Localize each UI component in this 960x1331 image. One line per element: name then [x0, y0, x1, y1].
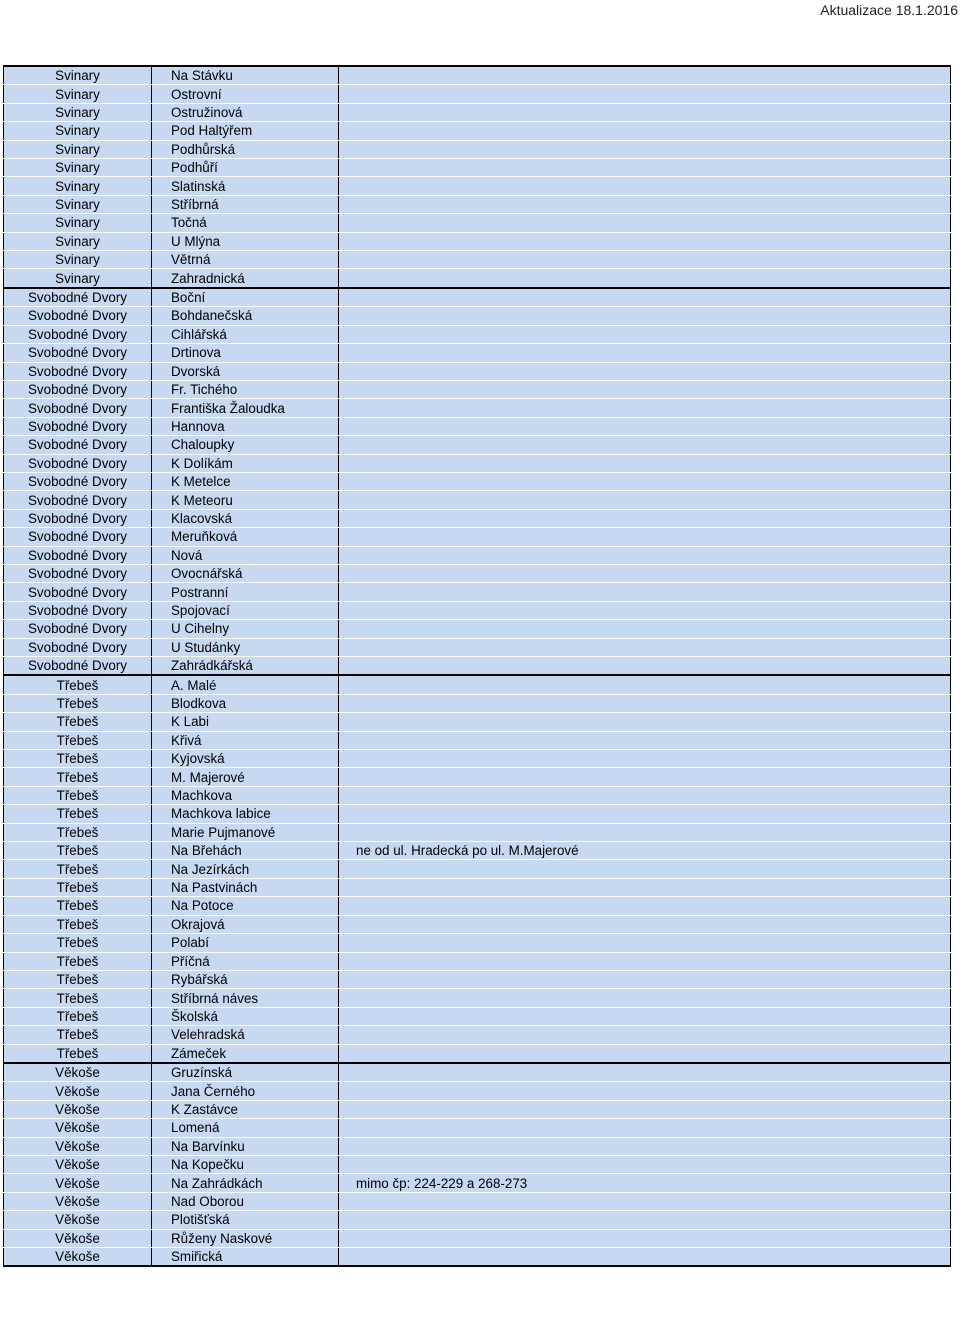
town-cell: Svobodné Dvory	[4, 362, 152, 380]
table-row	[4, 842, 951, 860]
street-cell: M. Majerové	[152, 768, 339, 786]
note-cell	[339, 251, 951, 269]
table-row	[4, 675, 951, 694]
street-cell: Bohdanečská	[152, 307, 339, 325]
town-cell: Svobodné Dvory	[4, 380, 152, 398]
note-cell	[339, 417, 951, 435]
note-cell	[339, 823, 951, 841]
town-cell: Svobodné Dvory	[4, 417, 152, 435]
note-cell	[339, 731, 951, 749]
town-cell: Svinary	[4, 140, 152, 158]
note-cell	[339, 528, 951, 546]
town-cell: Třebeš	[4, 842, 152, 860]
note-cell	[339, 638, 951, 656]
note-cell	[339, 897, 951, 915]
table-row	[4, 159, 951, 177]
town-cell: Věkoše	[4, 1211, 152, 1229]
table-row	[4, 325, 951, 343]
note-cell	[339, 214, 951, 232]
town-cell: Svobodné Dvory	[4, 528, 152, 546]
town-cell: Svobodné Dvory	[4, 564, 152, 582]
street-cell: Podhůrská	[152, 140, 339, 158]
street-cell: A. Malé	[152, 675, 339, 694]
street-cell: Školská	[152, 1007, 339, 1025]
table-row	[4, 1082, 951, 1100]
street-cell: Stříbrná náves	[152, 989, 339, 1007]
note-cell	[339, 860, 951, 878]
note-cell	[339, 786, 951, 804]
street-cell: Zahrádkářská	[152, 657, 339, 676]
table-row	[4, 66, 951, 85]
town-cell: Svobodné Dvory	[4, 454, 152, 472]
table-row	[4, 1137, 951, 1155]
note-cell	[339, 1100, 951, 1118]
town-cell: Svinary	[4, 232, 152, 250]
table-row	[4, 1100, 951, 1118]
town-cell: Svobodné Dvory	[4, 546, 152, 564]
street-cell: U Mlýna	[152, 232, 339, 250]
note-cell	[339, 546, 951, 564]
table-row	[4, 251, 951, 269]
town-cell: Věkoše	[4, 1063, 152, 1082]
table-row	[4, 878, 951, 896]
table-row	[4, 546, 951, 564]
note-cell	[339, 657, 951, 676]
table-row	[4, 1063, 951, 1082]
table-row	[4, 528, 951, 546]
note-cell	[339, 399, 951, 417]
town-cell: Třebeš	[4, 1026, 152, 1044]
table-row	[4, 195, 951, 213]
town-cell: Svobodné Dvory	[4, 601, 152, 619]
table-row	[4, 362, 951, 380]
note-cell	[339, 1007, 951, 1025]
note-cell	[339, 122, 951, 140]
street-cell: Nad Oborou	[152, 1192, 339, 1210]
table-row	[4, 601, 951, 619]
table-row	[4, 694, 951, 712]
town-cell: Třebeš	[4, 713, 152, 731]
note-cell: ne od ul. Hradecká po ul. M.Majerové	[339, 842, 951, 860]
street-cell: K Metelce	[152, 472, 339, 490]
table-row	[4, 85, 951, 103]
town-cell: Svinary	[4, 251, 152, 269]
town-cell: Třebeš	[4, 750, 152, 768]
town-cell: Svobodné Dvory	[4, 288, 152, 307]
note-cell	[339, 750, 951, 768]
table-row	[4, 620, 951, 638]
town-cell: Třebeš	[4, 878, 152, 896]
town-cell: Třebeš	[4, 860, 152, 878]
town-cell: Svinary	[4, 85, 152, 103]
street-cell: U Studánky	[152, 638, 339, 656]
table-row	[4, 491, 951, 509]
town-cell: Svobodné Dvory	[4, 307, 152, 325]
note-cell	[339, 620, 951, 638]
note-cell	[339, 344, 951, 362]
table-body	[4, 66, 951, 1266]
street-cell: Spojovací	[152, 601, 339, 619]
town-cell: Věkoše	[4, 1229, 152, 1247]
town-cell: Třebeš	[4, 675, 152, 694]
table-row	[4, 103, 951, 121]
table-row	[4, 583, 951, 601]
table-row	[4, 232, 951, 250]
town-cell: Svobodné Dvory	[4, 620, 152, 638]
street-cell: K Dolíkám	[152, 454, 339, 472]
town-cell: Věkoše	[4, 1155, 152, 1173]
note-cell	[339, 1211, 951, 1229]
street-cell: K Labi	[152, 713, 339, 731]
street-cell: Na Jezírkách	[152, 860, 339, 878]
note-cell	[339, 1063, 951, 1082]
table-row	[4, 750, 951, 768]
note-cell	[339, 362, 951, 380]
table-row	[4, 1211, 951, 1229]
note-cell	[339, 491, 951, 509]
town-cell: Třebeš	[4, 952, 152, 970]
table-row	[4, 1248, 951, 1267]
table-row	[4, 564, 951, 582]
note-cell	[339, 1044, 951, 1063]
street-cell: Františka Žaloudka	[152, 399, 339, 417]
town-cell: Svinary	[4, 66, 152, 85]
street-cell: Fr. Tichého	[152, 380, 339, 398]
note-cell	[339, 325, 951, 343]
street-cell: Na Zahrádkách	[152, 1174, 339, 1192]
note-cell	[339, 85, 951, 103]
note-cell	[339, 509, 951, 527]
town-cell: Svobodné Dvory	[4, 325, 152, 343]
town-cell: Třebeš	[4, 694, 152, 712]
table-row	[4, 1229, 951, 1247]
town-cell: Svinary	[4, 195, 152, 213]
town-cell: Třebeš	[4, 786, 152, 804]
note-cell	[339, 805, 951, 823]
street-cell: Ostružinová	[152, 103, 339, 121]
table-row	[4, 417, 951, 435]
note-cell	[339, 472, 951, 490]
table-row	[4, 657, 951, 676]
street-cell: Chaloupky	[152, 436, 339, 454]
table-row	[4, 1192, 951, 1210]
table-row	[4, 269, 951, 288]
town-cell: Třebeš	[4, 897, 152, 915]
town-cell: Svobodné Dvory	[4, 344, 152, 362]
town-cell: Svobodné Dvory	[4, 491, 152, 509]
note-cell	[339, 159, 951, 177]
town-cell: Třebeš	[4, 934, 152, 952]
street-cell: Slatinská	[152, 177, 339, 195]
note-cell	[339, 103, 951, 121]
note-cell	[339, 454, 951, 472]
note-cell	[339, 436, 951, 454]
town-cell: Třebeš	[4, 823, 152, 841]
table-row	[4, 952, 951, 970]
note-cell	[339, 307, 951, 325]
street-cell: Růženy Naskové	[152, 1229, 339, 1247]
street-cell: Okrajová	[152, 915, 339, 933]
note-cell	[339, 675, 951, 694]
street-cell: Větrná	[152, 251, 339, 269]
table-row	[4, 768, 951, 786]
table-row	[4, 472, 951, 490]
street-cell: Na Stávku	[152, 66, 339, 85]
note-cell	[339, 269, 951, 288]
note-cell	[339, 1155, 951, 1173]
street-cell: Machkova	[152, 786, 339, 804]
town-cell: Třebeš	[4, 915, 152, 933]
table-row	[4, 823, 951, 841]
note-cell	[339, 1192, 951, 1210]
town-cell: Svinary	[4, 269, 152, 288]
town-cell: Svinary	[4, 214, 152, 232]
town-cell: Svinary	[4, 159, 152, 177]
table-row	[4, 177, 951, 195]
table-row	[4, 344, 951, 362]
street-cell: K Meteoru	[152, 491, 339, 509]
table-row	[4, 1155, 951, 1173]
street-cell: Pod Haltýřem	[152, 122, 339, 140]
street-cell: Plotišťská	[152, 1211, 339, 1229]
note-cell	[339, 288, 951, 307]
note-cell	[339, 989, 951, 1007]
table-row	[4, 380, 951, 398]
town-cell: Třebeš	[4, 1007, 152, 1025]
note-cell	[339, 564, 951, 582]
table-row	[4, 1174, 951, 1192]
town-cell: Svobodné Dvory	[4, 509, 152, 527]
note-cell	[339, 713, 951, 731]
street-cell: Na Barvínku	[152, 1137, 339, 1155]
table-row	[4, 638, 951, 656]
town-cell: Věkoše	[4, 1192, 152, 1210]
street-cell: Drtinova	[152, 344, 339, 362]
street-cell: Cihlářská	[152, 325, 339, 343]
note-cell	[339, 1119, 951, 1137]
table-row	[4, 731, 951, 749]
town-cell: Věkoše	[4, 1119, 152, 1137]
note-cell	[339, 1026, 951, 1044]
street-cell: Gruzínská	[152, 1063, 339, 1082]
note-cell	[339, 915, 951, 933]
street-cell: Klacovská	[152, 509, 339, 527]
town-cell: Třebeš	[4, 970, 152, 988]
table-row	[4, 934, 951, 952]
street-cell: Machkova labice	[152, 805, 339, 823]
town-cell: Věkoše	[4, 1248, 152, 1267]
town-cell: Svobodné Dvory	[4, 583, 152, 601]
street-cell: Stříbrná	[152, 195, 339, 213]
table-row	[4, 805, 951, 823]
town-cell: Svobodné Dvory	[4, 638, 152, 656]
note-cell	[339, 232, 951, 250]
street-cell: Ostrovní	[152, 85, 339, 103]
street-cell: Meruňková	[152, 528, 339, 546]
table-row	[4, 897, 951, 915]
street-cell: K Zastávce	[152, 1100, 339, 1118]
table-row	[4, 214, 951, 232]
town-cell: Věkoše	[4, 1100, 152, 1118]
note-cell	[339, 1248, 951, 1267]
street-cell: Rybářská	[152, 970, 339, 988]
town-cell: Třebeš	[4, 1044, 152, 1063]
town-cell: Svobodné Dvory	[4, 472, 152, 490]
town-cell: Třebeš	[4, 731, 152, 749]
table-row	[4, 970, 951, 988]
town-cell: Svinary	[4, 177, 152, 195]
street-cell: Na Potoce	[152, 897, 339, 915]
note-cell	[339, 1082, 951, 1100]
table-row	[4, 307, 951, 325]
street-cell: Dvorská	[152, 362, 339, 380]
table-row	[4, 1044, 951, 1063]
note-cell	[339, 177, 951, 195]
street-cell: Na Břehách	[152, 842, 339, 860]
table-row	[4, 288, 951, 307]
street-cell: Na Pastvinách	[152, 878, 339, 896]
table-row	[4, 436, 951, 454]
table-row	[4, 1026, 951, 1044]
town-cell: Svinary	[4, 122, 152, 140]
note-cell	[339, 1229, 951, 1247]
table-row	[4, 713, 951, 731]
table-row	[4, 1007, 951, 1025]
town-cell: Svinary	[4, 103, 152, 121]
street-cell: Velehradská	[152, 1026, 339, 1044]
street-cell: Ovocnářská	[152, 564, 339, 582]
street-cell: Zahradnická	[152, 269, 339, 288]
street-cell: Jana Černého	[152, 1082, 339, 1100]
street-cell: Boční	[152, 288, 339, 307]
town-cell: Svobodné Dvory	[4, 657, 152, 676]
town-cell: Věkoše	[4, 1137, 152, 1155]
note-cell	[339, 195, 951, 213]
street-cell: Smiřická	[152, 1248, 339, 1267]
table-row	[4, 454, 951, 472]
table-row	[4, 786, 951, 804]
street-cell: Marie Pujmanové	[152, 823, 339, 841]
street-cell: Zámeček	[152, 1044, 339, 1063]
town-cell: Třebeš	[4, 768, 152, 786]
note-cell	[339, 970, 951, 988]
table-row	[4, 509, 951, 527]
note-cell	[339, 934, 951, 952]
street-cell: Blodkova	[152, 694, 339, 712]
town-cell: Svobodné Dvory	[4, 399, 152, 417]
table-row	[4, 989, 951, 1007]
note-cell	[339, 380, 951, 398]
table-row	[4, 860, 951, 878]
street-cell: Na Kopečku	[152, 1155, 339, 1173]
table-row	[4, 915, 951, 933]
street-cell: Křivá	[152, 731, 339, 749]
note-cell	[339, 768, 951, 786]
note-cell	[339, 878, 951, 896]
note-cell	[339, 694, 951, 712]
table-row	[4, 1119, 951, 1137]
note-cell	[339, 601, 951, 619]
town-cell: Věkoše	[4, 1174, 152, 1192]
update-date: Aktualizace 18.1.2016	[820, 2, 958, 18]
table-row	[4, 140, 951, 158]
note-cell: mimo čp: 224-229 a 268-273	[339, 1174, 951, 1192]
street-cell: U Cihelny	[152, 620, 339, 638]
street-cell: Nová	[152, 546, 339, 564]
town-cell: Svobodné Dvory	[4, 436, 152, 454]
town-cell: Věkoše	[4, 1082, 152, 1100]
street-cell: Hannova	[152, 417, 339, 435]
street-cell: Podhůří	[152, 159, 339, 177]
street-cell: Kyjovská	[152, 750, 339, 768]
street-cell: Točná	[152, 214, 339, 232]
street-table	[3, 65, 951, 1267]
note-cell	[339, 1137, 951, 1155]
note-cell	[339, 583, 951, 601]
street-cell: Lomená	[152, 1119, 339, 1137]
note-cell	[339, 140, 951, 158]
town-cell: Třebeš	[4, 805, 152, 823]
table-row	[4, 122, 951, 140]
table-row	[4, 399, 951, 417]
town-cell: Třebeš	[4, 989, 152, 1007]
street-table-container	[3, 65, 951, 1267]
note-cell	[339, 952, 951, 970]
street-cell: Postranní	[152, 583, 339, 601]
note-cell	[339, 66, 951, 85]
street-cell: Příčná	[152, 952, 339, 970]
street-cell: Polabí	[152, 934, 339, 952]
